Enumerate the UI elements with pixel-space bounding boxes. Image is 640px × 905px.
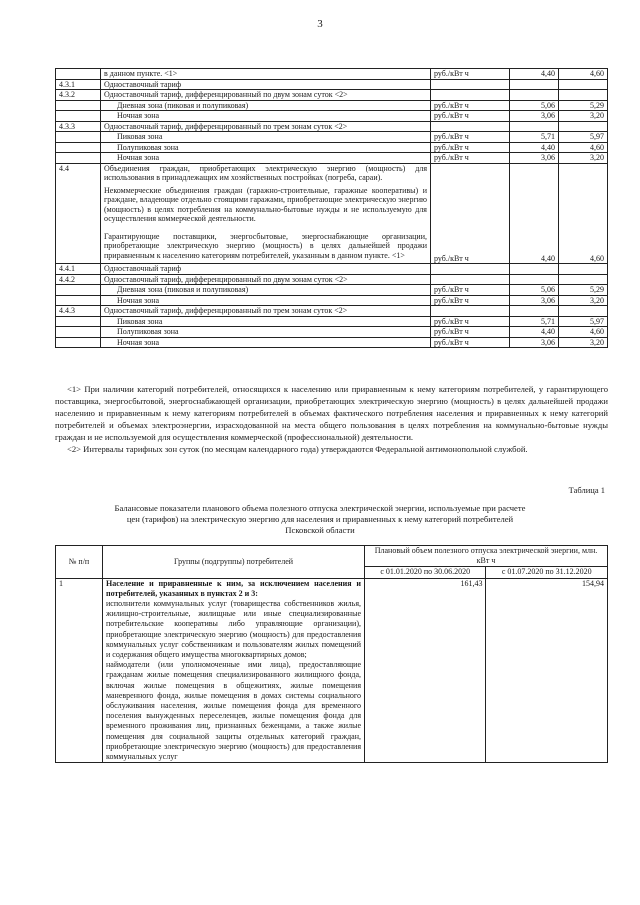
row-value-h1	[510, 121, 559, 132]
row-label: Одноставочный тариф, дифференцированный по трем зонам суток <2>	[101, 121, 431, 132]
row-label: Пиковая зона	[101, 132, 431, 143]
table-label: Таблица 1	[568, 485, 605, 495]
row-label: Дневная зона (пиковая и полупиковая)	[101, 285, 431, 296]
row-value-h2	[559, 274, 608, 285]
row-number	[56, 142, 101, 153]
row-value-h2: 4,60	[559, 142, 608, 153]
row-value-h1	[510, 274, 559, 285]
row-value-h1: 5,06	[510, 100, 559, 111]
row-number: 4.4.1	[56, 264, 101, 275]
row-number	[56, 153, 101, 164]
row-value-h2: 5,29	[559, 285, 608, 296]
row-value-h2: 4,60	[559, 69, 608, 80]
header-groups: Группы (подгруппы) потребителей	[103, 546, 365, 579]
row-value-h2: 5,97	[559, 316, 608, 327]
table-row	[56, 578, 608, 763]
balance-table	[55, 545, 608, 763]
footnote-1: <1> При наличии категорий потребителей, относящихся к населению или приравненным к нему категориям потребителей, у гарантирующего поставщика, энергосбытовой, энергоснабжающей организации, приобретающих электрическую энергию (мощность) в целях дальнейшей продажи населению и приравненным к нему категориям потребителей в объемах фактического потребления населения и приравненных к нему категорий потребителей и объемах электроэнергии, израсходованной на места общего пользования в целях потребления на коммунально-бытовые нужды граждан и не используемой для осуществления коммерческой (профессиональной) деятельности.	[55, 384, 608, 442]
row-description: Объединения граждан, приобретающих электрическую энергию (мощность) для использования в принадлежащих им хозяйственных постройках (погреба, сараи). Некоммерческие объединения граждан (гаражно-строительные, гаражные кооперативы) и граждане, владеющие отдельно стоящими гаражами, приобретающие электрическую энергию (мощность) в целях потребления на коммунально-бытовые нужды и не используемую для осуществления коммерческой деятельности. Гарантирующие поставщики, энергосбытовые, энергоснабжающие организации, приобретающие электрическую энергию (мощность) в целях дальнейшей продажи приравненным к населению категориям потребителей, указанным в данном пункте. <1>	[101, 163, 431, 264]
row-number	[56, 337, 101, 348]
row-value-h2: 5,97	[559, 132, 608, 143]
row-unit: руб./кВт ч	[431, 337, 510, 348]
row-value-h1	[510, 264, 559, 275]
row-unit: руб./кВт ч	[431, 285, 510, 296]
row-value-h2	[559, 90, 608, 101]
row-value-h2: 4,60	[559, 163, 608, 264]
row-value-period-2: 154,94	[486, 578, 608, 763]
row-value-h1: 5,71	[510, 132, 559, 143]
row-number	[56, 285, 101, 296]
table-row	[56, 316, 608, 327]
row-value-h1: 3,06	[510, 295, 559, 306]
row-label: Ночная зона	[101, 153, 431, 164]
footnote-2: <2> Интервалы тарифных зон суток (по месяцам календарного года) утверждаются Федеральной антимонопольной службой.	[67, 444, 528, 454]
row-number	[56, 69, 101, 80]
table-row	[56, 327, 608, 338]
row-value-h1: 4,40	[510, 69, 559, 80]
row-value-period-1: 161,43	[365, 578, 486, 763]
table-row	[56, 337, 608, 348]
header-number: № п/п	[56, 546, 103, 579]
table-row	[56, 264, 608, 275]
row-value-h2	[559, 306, 608, 317]
row-label: Ночная зона	[101, 111, 431, 122]
table-row	[56, 132, 608, 143]
row-value-h1	[510, 306, 559, 317]
row-label: Одноставочный тариф, дифференцированный по двум зонам суток <2>	[101, 274, 431, 285]
row-number: 4.4.2	[56, 274, 101, 285]
row-value-h1: 3,06	[510, 111, 559, 122]
row-number: 4.3.3	[56, 121, 101, 132]
row-value-h2	[559, 264, 608, 275]
row-number	[56, 316, 101, 327]
table-title: Балансовые показатели планового объема полезного отпуска электрической энергии, используемые при расчете цен (тарифов) на электрическую энергию для населения и приравненных к нему категорий потребителей Псковской области	[114, 503, 526, 535]
row-unit: руб./кВт ч	[431, 132, 510, 143]
row-label: в данном пункте. <1>	[101, 69, 431, 80]
table-row	[56, 111, 608, 122]
row-number: 1	[56, 578, 103, 763]
table-row	[56, 121, 608, 132]
row-label: Полупиковая зона	[101, 327, 431, 338]
row-value-h2	[559, 121, 608, 132]
row-value-h1	[510, 90, 559, 101]
table-row	[56, 153, 608, 164]
row-unit	[431, 306, 510, 317]
row-unit: руб./кВт ч	[431, 111, 510, 122]
row-number	[56, 100, 101, 111]
table-row	[56, 285, 608, 296]
row-value-h2: 5,29	[559, 100, 608, 111]
footnotes	[55, 383, 608, 455]
table-row	[56, 100, 608, 111]
row-value-h2: 3,20	[559, 153, 608, 164]
table-row	[56, 90, 608, 101]
row-unit: руб./кВт ч	[431, 295, 510, 306]
row-value-h1: 3,06	[510, 153, 559, 164]
row-unit	[431, 90, 510, 101]
row-unit: руб./кВт ч	[431, 153, 510, 164]
row-value-h2: 3,20	[559, 337, 608, 348]
row-value-h2	[559, 79, 608, 90]
row-label: Полупиковая зона	[101, 142, 431, 153]
page-number: 3	[317, 18, 323, 30]
row-number: 4.4.3	[56, 306, 101, 317]
row-label: Пиковая зона	[101, 316, 431, 327]
table-row	[56, 295, 608, 306]
row-unit: руб./кВт ч	[431, 327, 510, 338]
row-unit	[431, 274, 510, 285]
table-row	[56, 142, 608, 153]
row-unit: руб./кВт ч	[431, 69, 510, 80]
table-row	[56, 79, 608, 90]
row-unit	[431, 79, 510, 90]
row-value-h1	[510, 79, 559, 90]
row-number	[56, 295, 101, 306]
row-value-h2: 3,20	[559, 111, 608, 122]
row-label: Дневная зона (пиковая и полупиковая)	[101, 100, 431, 111]
row-label: Одноставочный тариф, дифференцированный по трем зонам суток <2>	[101, 306, 431, 317]
row-value-h1: 5,71	[510, 316, 559, 327]
row-unit	[431, 264, 510, 275]
row-value-h2: 4,60	[559, 327, 608, 338]
row-unit	[431, 121, 510, 132]
row-label: Ночная зона	[101, 295, 431, 306]
row-label: Одноставочный тариф, дифференцированный по двум зонам суток <2>	[101, 90, 431, 101]
row-number	[56, 111, 101, 122]
header-period-2: с 01.07.2020 по 31.12.2020	[486, 567, 608, 578]
row-value-h1: 4,40	[510, 142, 559, 153]
header-period-1: с 01.01.2020 по 30.06.2020	[365, 567, 486, 578]
row-label: Одноставочный тариф	[101, 79, 431, 90]
header-plan: Плановый объем полезного отпуска электрической энергии, млн. кВт ч	[365, 546, 608, 567]
row-unit: руб./кВт ч	[431, 163, 510, 264]
row-label: Ночная зона	[101, 337, 431, 348]
table-row	[56, 306, 608, 317]
row-unit: руб./кВт ч	[431, 316, 510, 327]
row-number: 4.3.1	[56, 79, 101, 90]
row-unit: руб./кВт ч	[431, 142, 510, 153]
row-unit: руб./кВт ч	[431, 100, 510, 111]
row-value-h2: 3,20	[559, 295, 608, 306]
row-value-h1: 3,06	[510, 337, 559, 348]
table-row	[56, 163, 608, 264]
table-row	[56, 69, 608, 80]
row-number	[56, 327, 101, 338]
table-row	[56, 274, 608, 285]
row-group-description: Население и приравненные к ним, за исключением населения и потребителей, указанных в пунктах 2 и 3: исполнители коммунальных услуг (товарищества собственников жилья, жилищно-строительные, жилищные или иные специализированные потребительские кооперативы либо управляющие организации), приобретающие электрическую энергию (мощность) для предоставления коммунальных услуг собственникам и пользователям жилых помещений и содержания общего имущества многоквартирных домов; наймодатели (или уполномоченные ими лица), предоставляющие гражданам жилые помещения специализированного жилищного фонда, включая жилые помещения в общежитиях, жилые помещения маневренного фонда, жилые помещения в домах системы социального обслуживания населения, жилые помещения фонда для временного поселения вынужденных переселенцев, жилые помещения фонда для временного проживания лиц, признанных беженцами, а также жилые помещения для социальной защиты отдельных категорий граждан, приобретающие электрическую энергию (мощность) для предоставления коммунальных услуг	[103, 578, 365, 763]
row-value-h1: 4,40	[510, 327, 559, 338]
tariff-table	[55, 68, 608, 348]
row-value-h1: 5,06	[510, 285, 559, 296]
row-value-h1: 4,40	[510, 163, 559, 264]
row-number	[56, 132, 101, 143]
row-number: 4.3.2	[56, 90, 101, 101]
row-number: 4.4	[56, 163, 101, 264]
row-label: Одноставочный тариф	[101, 264, 431, 275]
